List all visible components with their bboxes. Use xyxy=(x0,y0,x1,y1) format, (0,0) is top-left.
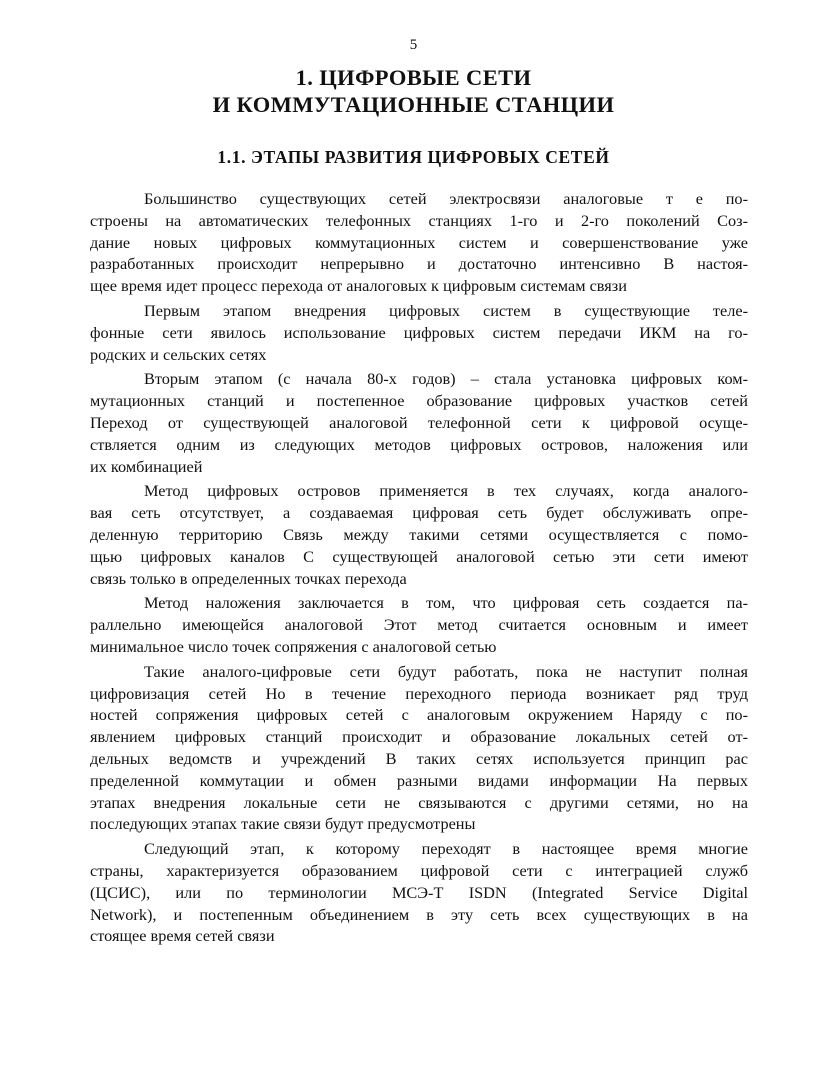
paragraph-line: страны, характеризуется образованием цифровой сети с интеграцией служб xyxy=(90,860,748,880)
paragraph-line: Network), и постепенным объединением в эту сеть всех существующих в на xyxy=(90,904,748,924)
paragraph-line: стоящее время сетей связи xyxy=(90,926,275,946)
paragraph-line: этапах внедрения локальные сети не связываются с другими сетями, но на xyxy=(90,792,748,812)
chapter-title-line: 1. ЦИФРОВЫЕ СЕТИ xyxy=(295,65,532,90)
paragraph xyxy=(90,480,748,589)
paragraph-line: ностей сопряжения цифровых сетей с аналоговым окружением Наряду с по- xyxy=(90,705,748,725)
paragraph-line: дельных ведомств и учреждений В таких сетях используется принцип рас xyxy=(90,748,748,768)
paragraph xyxy=(90,188,748,297)
paragraph-line: родских и сельских сетях xyxy=(90,344,267,364)
paragraph-line: раллельно имеющейся аналоговой Этот метод считается основным и имеет xyxy=(90,615,748,635)
paragraph-line: Вторым этапом (с начала 80-х годов) – стала установка цифровых ком- xyxy=(144,369,748,389)
paragraph-line: щее время идет процесс перехода от аналоговых к цифровым системам связи xyxy=(90,276,627,296)
paragraph-line: Следующий этап, к которому переходят в настоящее время многие xyxy=(144,839,748,859)
paragraph-line: деленную территорию Связь между такими сетями осуществляется с помо- xyxy=(90,524,748,544)
paragraph-line: фонные сети явилось использование цифровых систем передачи ИКМ на го- xyxy=(90,322,748,342)
paragraph-line: мутационных станций и постепенное образование цифровых участков сетей xyxy=(90,391,748,411)
paragraph-line: явлением цифровых станций происходит и образование локальных сетей от- xyxy=(90,727,748,747)
paragraph-line: щью цифровых каналов С существующей аналоговой сетью эти сети имеют xyxy=(90,546,748,566)
paragraph-line: ствляется одним из следующих методов цифровых островов, наложения или xyxy=(90,434,748,454)
paragraph-line: Метод цифровых островов применяется в тех случаях, когда аналого- xyxy=(144,481,748,501)
paragraph-line: цифровизация сетей Но в течение переходного периода возникает ряд труд xyxy=(90,683,748,703)
paragraph-line: дание новых цифровых коммутационных систем и совершенствование уже xyxy=(90,232,748,252)
paragraph-line: связь только в определенных точках перехода xyxy=(90,568,407,588)
paragraph-line: Первым этапом внедрения цифровых систем в существующие теле- xyxy=(144,300,748,320)
page-number: 5 xyxy=(409,37,418,53)
paragraph-line: вая сеть отсутствует, а создаваемая цифровая сеть будет обслуживать опре- xyxy=(90,503,748,523)
paragraph xyxy=(90,300,748,365)
paragraph-line: разработанных происходит непрерывно и достаточно интенсивно В настоя- xyxy=(90,254,748,274)
paragraph-line: минимальное число точек сопряжения с аналоговой сетью xyxy=(90,636,497,656)
chapter-title xyxy=(0,64,827,118)
paragraph-line: Переход от существующей аналоговой телефонной сети к цифровой осуще- xyxy=(90,412,748,432)
paragraph xyxy=(90,838,748,947)
section-title: 1.1. ЭТАПЫ РАЗВИТИЯ ЦИФРОВЫХ СЕТЕЙ xyxy=(217,147,610,167)
paragraph-line: (ЦСИС), или по терминологии МСЭ-Т ISDN (Integrated Service Digital xyxy=(90,882,748,902)
paragraph-line: пределенной коммутации и обмен разными видами информации На первых xyxy=(90,770,748,790)
paragraph xyxy=(90,592,748,657)
paragraph-line: Большинство существующих сетей электросвязи аналоговые т е по- xyxy=(144,189,748,208)
paragraph-line: строены на автоматических телефонных станциях 1-го и 2-го поколений Соз- xyxy=(90,210,748,230)
chapter-title-line: И КОММУТАЦИОННЫЕ СТАНЦИИ xyxy=(212,92,615,117)
paragraph-line: Такие аналого-цифровые сети будут работать, пока не наступит полная xyxy=(144,661,748,681)
paragraph xyxy=(90,368,748,477)
paragraph xyxy=(90,661,748,835)
paragraph-line: их комбинацией xyxy=(90,456,203,476)
paragraph-line: Метод наложения заключается в том, что цифровая сеть создается па- xyxy=(144,593,748,613)
body-text xyxy=(90,188,748,950)
paragraph-line: последующих этапах такие связи будут предусмотрены xyxy=(90,814,476,834)
